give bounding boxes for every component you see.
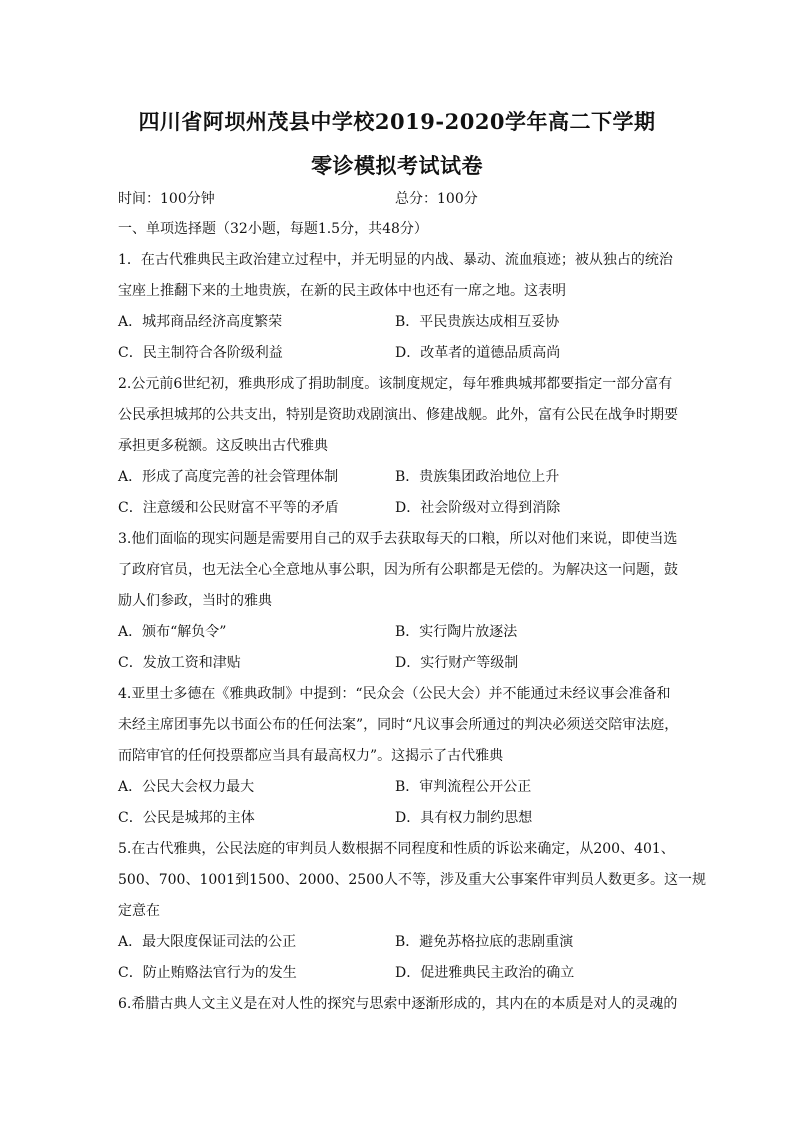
question-6-line-1: 6.希腊古典人文主义是在对人性的探究与思索中逐渐形成的，其内在的本质是对人的灵魂的 [118, 996, 678, 1012]
question-4-option-b: B．审判流程公开公正 [395, 779, 532, 795]
question-5-option-d: D．促进雅典民主政治的确立 [395, 965, 575, 981]
question-3-option-c: C．发放工资和津贴 [118, 655, 241, 671]
question-5-line-2: 500、700、1001到1500、2000、2500人不等，涉及重大公事案件审判员人数更多。这一规 [118, 872, 706, 888]
exam-title-line1: 四川省阿坝州茂县中学校2019-2020学年高二下学期 [138, 109, 656, 134]
question-2-line-1: 2.公元前6世纪初，雅典形成了捐助制度。该制度规定，每年雅典城邦都要指定一部分富有 [118, 376, 673, 392]
exam-time: 时间：100分钟 [118, 191, 215, 207]
question-3-option-d: D．实行财产等级制 [395, 655, 519, 671]
question-1-line-2: 宝座上推翻下来的土地贵族，在新的民主政体中也还有一席之地。这表明 [118, 283, 566, 299]
question-3-option-a: A．颁布“解负令” [118, 624, 227, 640]
question-2-option-b: B．贵族集团政治地位上升 [395, 469, 560, 485]
question-2-option-c: C．注意缓和公民财富不平等的矛盾 [118, 500, 339, 516]
question-4-line-3: 而陪审官的任何投票都应当具有最高权力”。这揭示了古代雅典 [118, 748, 504, 764]
question-5-line-3: 定意在 [118, 903, 160, 919]
question-2-line-2: 公民承担城邦的公共支出，特别是资助戏剧演出、修建战舰。此外，富有公民在战争时期要 [118, 407, 678, 423]
question-1-option-c: C．民主制符合各阶级利益 [118, 345, 283, 361]
question-5-line-1: 5.在古代雅典，公民法庭的审判员人数根据不同程度和性质的诉讼来确定，从200、401、 [118, 841, 675, 857]
question-1-option-b: B．平民贵族达成相互妥协 [395, 314, 560, 330]
question-2-option-d: D．社会阶级对立得到消除 [395, 500, 561, 516]
exam-title-line2: 零诊模拟考试试卷 [311, 153, 483, 178]
question-2-line-3: 承担更多税额。这反映出古代雅典 [118, 438, 328, 454]
question-4-line-1: 4.亚里士多德在《雅典政制》中提到：“民众会（公民大会）并不能通过未经议事会准备和 [118, 686, 671, 702]
exam-total-score: 总分：100分 [395, 191, 478, 207]
question-3-line-3: 励人们参政，当时的雅典 [118, 593, 272, 609]
question-4-option-c: C．公民是城邦的主体 [118, 810, 255, 826]
question-4-line-2: 未经主席团事先以书面公布的任何法案”，同时“凡议事会所通过的判决必须送交陪审法庭， [118, 717, 679, 733]
question-3-line-2: 了政府官员，也无法全心全意地从事公职，因为所有公职都是无偿的。为解决这一问题，鼓 [118, 562, 678, 578]
question-4-option-d: D．具有权力制约思想 [395, 810, 533, 826]
question-5-option-c: C．防止贿赂法官行为的发生 [118, 965, 297, 981]
question-2-option-a: A．形成了高度完善的社会管理体制 [118, 469, 339, 485]
question-3-option-b: B．实行陶片放逐法 [395, 624, 518, 640]
question-4-option-a: A．公民大会权力最大 [118, 779, 255, 795]
question-1-option-a: A．城邦商品经济高度繁荣 [118, 314, 283, 330]
question-5-option-a: A．最大限度保证司法的公正 [118, 934, 297, 950]
section-heading: 一、单项选择题（32小题，每题1.5分，共48分） [118, 221, 428, 237]
question-1-line-1: 1．在古代雅典民主政治建立过程中，并无明显的内战、暴动、流血痕迹；被从独占的统治 [118, 252, 673, 268]
question-1-option-d: D．改革者的道德品质高尚 [395, 345, 561, 361]
question-5-option-b: B．避免苏格拉底的悲剧重演 [395, 934, 574, 950]
question-3-line-1: 3.他们面临的现实问题是需要用自己的双手去获取每天的口粮，所以对他们来说，即使当选 [118, 531, 678, 547]
